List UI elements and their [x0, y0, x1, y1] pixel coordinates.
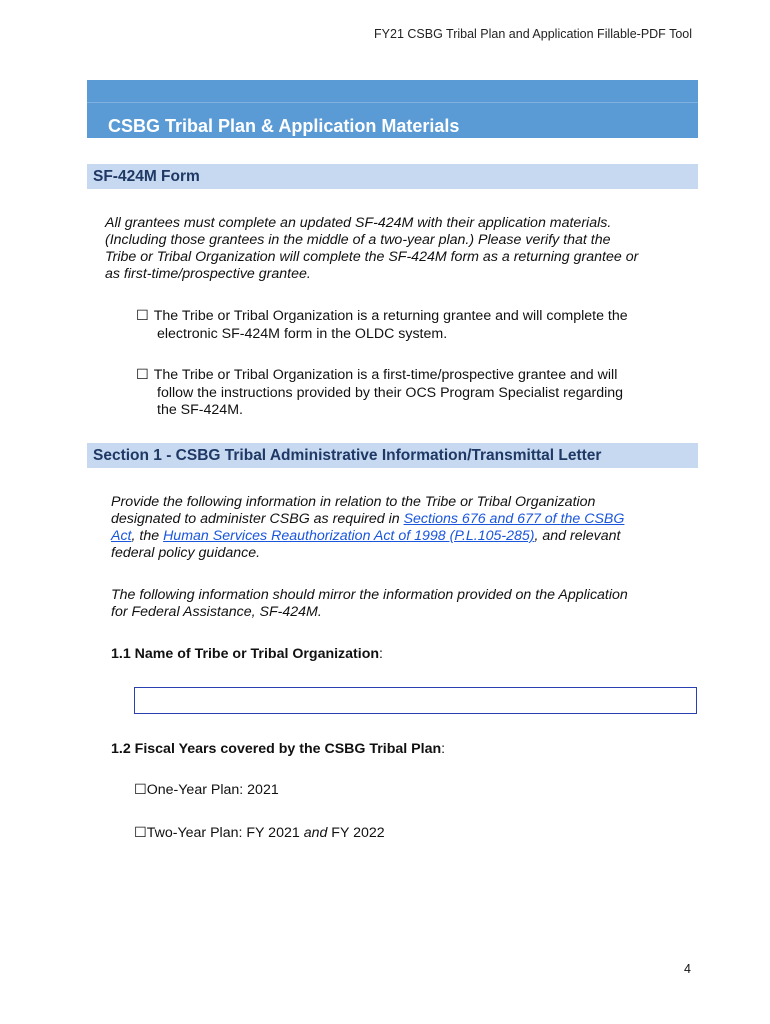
banner-divider — [87, 102, 698, 103]
label-colon: : — [379, 646, 383, 662]
two-year-plan-checkbox[interactable]: ☐ — [134, 825, 147, 841]
option-label: The Tribe or Tribal Organization is a returning grantee and will complete the — [153, 308, 628, 324]
running-header: FY21 CSBG Tribal Plan and Application Fillable-PDF Tool — [374, 27, 692, 41]
option-label: One-Year Plan: 2021 — [146, 782, 279, 798]
page-title: CSBG Tribal Plan & Application Materials — [108, 116, 460, 136]
sf424m-section-header — [87, 164, 698, 189]
title-banner — [87, 80, 698, 138]
tribe-name-label-text: 1.1 Name of Tribe or Tribal Organization — [111, 646, 380, 662]
sf424m-heading: SF-424M Form — [93, 168, 200, 185]
csbg-act-link[interactable]: Sections 676 and 677 of the CSBG — [403, 511, 625, 527]
fiscal-years-label-text: 1.2 Fiscal Years covered by the CSBG Tribal Plan — [111, 741, 442, 757]
one-year-plan-checkbox[interactable]: ☐ — [134, 782, 147, 798]
option-label: Two-Year Plan: FY 2021 — [146, 825, 304, 841]
section1-intro — [111, 494, 624, 562]
option-label-and: and — [303, 825, 328, 841]
tribe-name-input[interactable] — [134, 687, 697, 714]
intro-line — [111, 528, 624, 545]
tribe-name-label — [111, 646, 383, 662]
mirror-note-line: for Federal Assistance, SF-424M. — [111, 604, 322, 620]
one-year-plan-option[interactable] — [134, 782, 279, 800]
prospective-grantee-checkbox[interactable]: ☐ — [136, 367, 149, 383]
instruction-line: Tribe or Tribal Organization will complete the SF-424M form as a returning grantee or — [105, 249, 639, 265]
instruction-line: All grantees must complete an updated SF-424M with their application materials. — [105, 215, 612, 231]
section1-header — [87, 443, 698, 468]
option-label: The Tribe or Tribal Organization is a first-time/prospective grantee and will — [153, 367, 618, 383]
csbg-act-link-continued[interactable]: Act — [111, 528, 132, 544]
mirror-note-line: The following information should mirror the information provided on the Application — [111, 587, 628, 603]
returning-grantee-option[interactable] — [136, 308, 628, 343]
intro-text: , and relevant — [534, 528, 621, 544]
mirror-note — [111, 587, 628, 621]
sf424m-instructions — [105, 215, 638, 283]
fiscal-years-label — [111, 741, 445, 757]
intro-text: , the — [131, 528, 164, 544]
intro-line: Provide the following information in relation to the Tribe or Tribal Organization — [111, 494, 596, 510]
section1-heading: Section 1 - CSBG Tribal Administrative Information/Transmittal Letter — [93, 447, 602, 464]
page-number: 4 — [684, 962, 691, 976]
returning-grantee-checkbox[interactable]: ☐ — [136, 308, 149, 324]
intro-text: designated to administer CSBG as required in — [111, 511, 404, 527]
option-label: follow the instructions provided by their OCS Program Specialist regarding — [157, 384, 624, 401]
label-colon: : — [441, 741, 446, 757]
option-label: FY 2022 — [327, 825, 385, 841]
prospective-grantee-option[interactable] — [136, 367, 623, 420]
hsra-1998-link[interactable]: Human Services Reauthorization Act of 1998 (P.L.105-285) — [163, 528, 535, 544]
option-label: the SF-424M. — [157, 402, 243, 418]
intro-line: federal policy guidance. — [111, 545, 261, 561]
instruction-line: (Including those grantees in the middle of a two-year plan.) Please verify that the — [105, 232, 611, 248]
two-year-plan-option[interactable] — [134, 825, 385, 843]
intro-line — [111, 511, 624, 528]
option-label: electronic SF-424M form in the OLDC system. — [157, 325, 448, 342]
instruction-line: as first-time/prospective grantee. — [105, 266, 311, 282]
